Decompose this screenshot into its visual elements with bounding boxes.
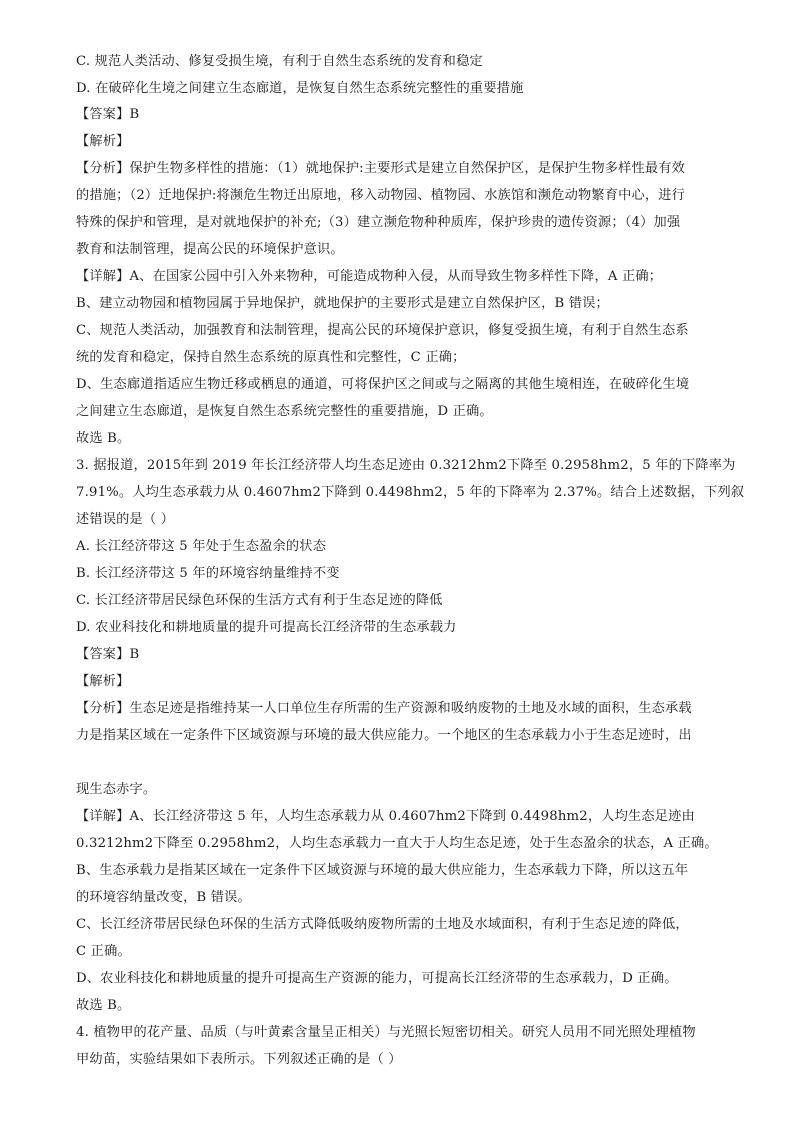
detail-text-line: 之间建立生态廊道，是恢复自然生态系统完整性的重要措施，D 正确。 <box>76 404 493 419</box>
answer-label-q3: 【答案】B <box>76 647 140 662</box>
detail-text-line: B、建立动物园和植物园属于异地保护，就地保护的主要形式是建立自然保护区，B 错误； <box>76 296 609 311</box>
question-4-stem: 甲幼苗，实验结果如下表所示。下列叙述正确的是（ ） <box>76 1052 402 1067</box>
question-3-stem: 3. 据报道，2015年到 2019 年长江经济带人均生态足迹由 0.3212hm2下降至 0.2958hm2，5 年的下降率为 <box>76 458 736 473</box>
question-4-stem: 4. 植物甲的花产量、品质（与叶黄素含量呈正相关）与光照长短密切相关。研究人员用不同光照处理植物 <box>76 1025 696 1040</box>
option-a-q3: A. 长江经济带这 5 年处于生态盈余的状态 <box>76 539 327 554</box>
detail-text-line: 0.3212hm2下降至 0.2958hm2，人均生态承载力一直大于人均生态足迹，处于生态盈余的状态，A 正确。 <box>76 836 718 851</box>
analysis-text-line: 的措施；（2）迁地保护:将濒危生物迁出原地，移入动物园、植物园、水族馆和濒危动物繁育中心，进行 <box>76 188 686 203</box>
detail-text-line: C、规范人类活动，加强教育和法制管理，提高公民的环境保护意识，修复受损生境，有利于自然生态系 <box>76 323 689 338</box>
conclusion-q3: 故选 B。 <box>76 998 131 1013</box>
question-3-stem: 7.91%。人均生态承载力从 0.4607hm2下降到 0.4498hm2，5 年的下降率为 2.37%。结合上述数据，下列叙 <box>76 485 745 500</box>
option-c-q3: C. 长江经济带居民绿色环保的生活方式有利于生态足迹的降低 <box>76 593 443 608</box>
detail-text-line: D、生态廊道指适应生物迁移或栖息的通道，可将保护区之间或与之隔离的其他生境相连，在破碎化生境 <box>76 377 690 392</box>
detail-text-line: 的环境容纳量改变，B 错误。 <box>76 890 251 905</box>
option-b-q3: B. 长江经济带这 5 年的环境容纳量维持不变 <box>76 566 340 581</box>
option-d-q2: D. 在破碎化生境之间建立生态廊道，是恢复自然生态系统完整性的重要措施 <box>76 81 524 96</box>
detail-text-line: 【详解】A、在国家公园中引入外来物种，可能造成物种入侵，从而导致生物多样性下降，A 正确； <box>76 269 663 284</box>
option-d-q3: D. 农业科技化和耕地质量的提升可提高长江经济带的生态承载力 <box>76 620 457 635</box>
detail-text-line: D、农业科技化和耕地质量的提升可提高生产资源的能力，可提高长江经济带的生态承载力，D 正确。 <box>76 971 678 986</box>
analysis-heading-q3: 【解析】 <box>76 674 130 689</box>
answer-label-q2: 【答案】B <box>76 107 140 122</box>
option-c-q2: C. 规范人类活动、修复受损生境，有利于自然生态系统的发育和稳定 <box>76 54 483 69</box>
analysis-heading-q2: 【解析】 <box>76 134 130 149</box>
detail-text-line: C 正确。 <box>76 944 131 959</box>
question-3-stem: 述错误的是（ ） <box>76 512 175 527</box>
analysis-text-line: 力是指某区域在一定条件下区域资源与环境的最大供应能力。一个地区的生态承载力小于生态足迹时，出 <box>76 728 692 743</box>
analysis-text-line: 【分析】保护生物多样性的措施：（1）就地保护:主要形式是建立自然保护区，是保护生物多样性最有效 <box>76 161 686 176</box>
analysis-text-line: 【分析】生态足迹是指维持某一人口单位生存所需的生产资源和吸纳废物的土地及水域的面积，生态承载 <box>76 701 692 716</box>
analysis-text-line: 特殊的保护和管理，是对就地保护的补充;（3）建立濒危物种种质库，保护珍贵的遗传资源；（4）加强 <box>76 215 681 230</box>
detail-text-line: C、长江经济带居民绿色环保的生活方式降低吸纳废物所需的土地及水域面积，有利于生态足迹的降低， <box>76 917 689 932</box>
detail-text-line: 统的发育和稳定，保持自然生态系统的原真性和完整性，C 正确； <box>76 350 466 365</box>
conclusion-q2: 故选 B。 <box>76 431 131 446</box>
detail-text-line: 【详解】A、长江经济带这 5 年，人均生态承载力从 0.4607hm2下降到 0.4498hm2，人均生态足迹由 <box>76 809 695 824</box>
analysis-text-line: 教育和法制管理，提高公民的环境保护意识。 <box>76 242 344 257</box>
analysis-text-line: 现生态赤字。 <box>76 782 157 797</box>
detail-text-line: B、生态承载力是指某区域在一定条件下区域资源与环境的最大供应能力，生态承载力下降，所以这五年 <box>76 863 689 878</box>
